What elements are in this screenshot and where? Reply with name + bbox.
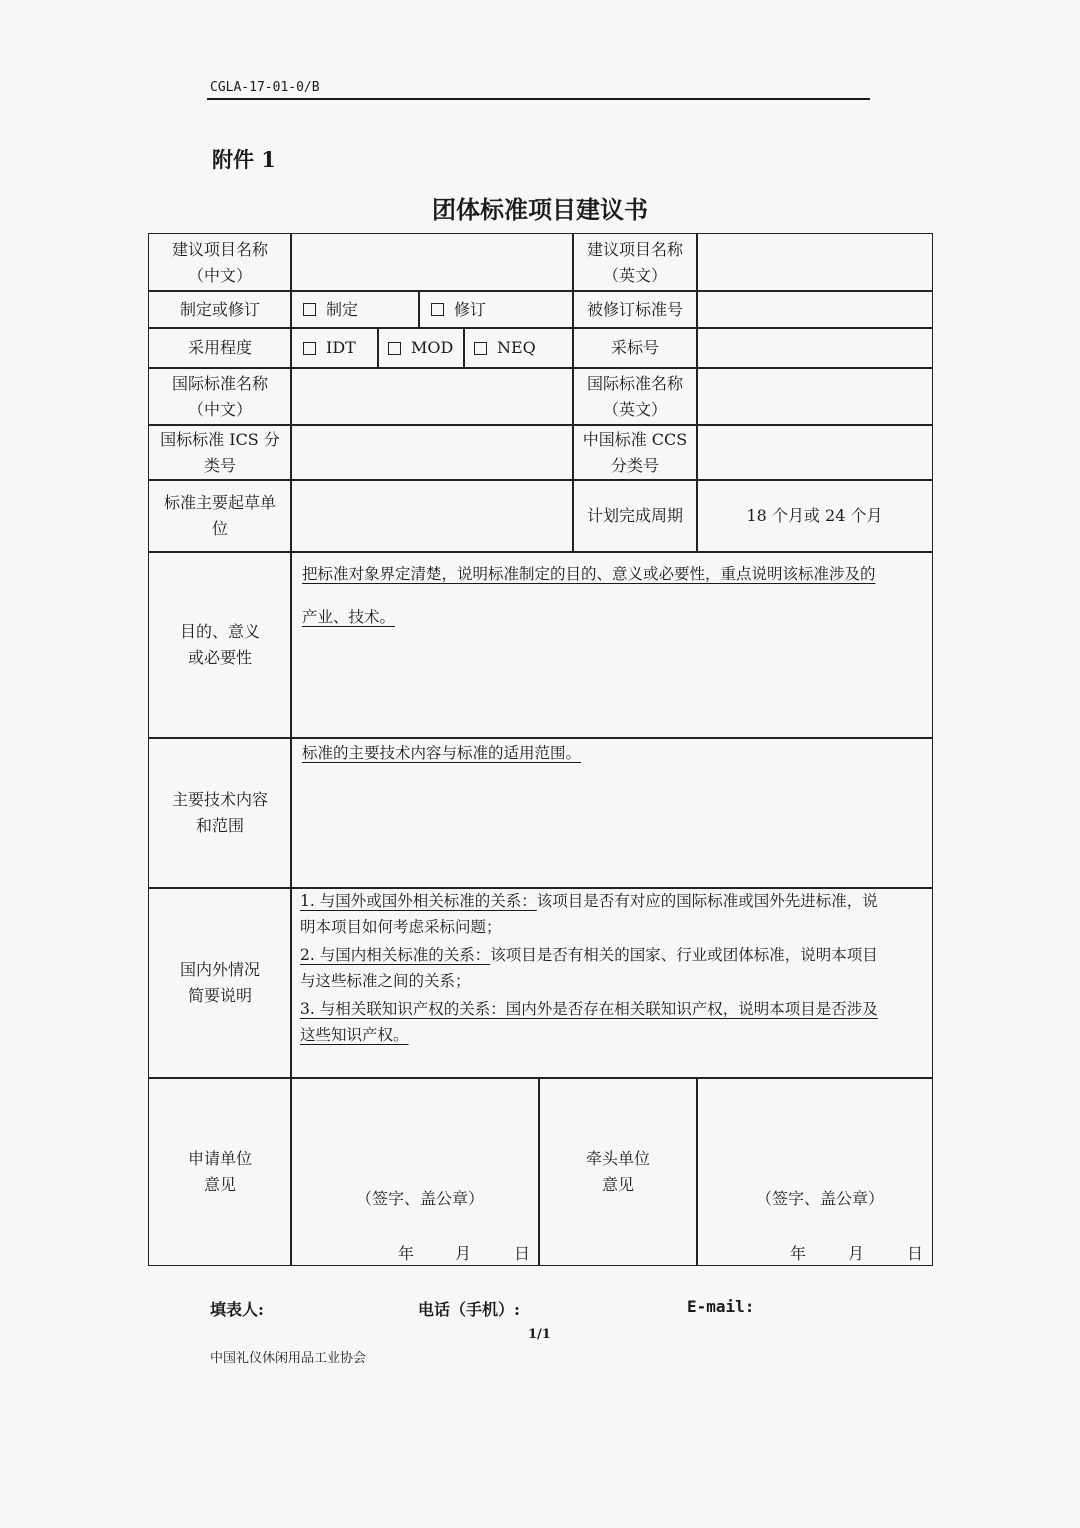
option-label: IDT	[326, 338, 356, 357]
label-text: 国标标准 ICS 分 类号	[160, 429, 280, 475]
tech-instruction: 标准的主要技术内容与标准的适用范围。	[302, 744, 582, 762]
label-text: 建议项目名称 （中文）	[171, 239, 268, 285]
label-intl-name-en	[572, 367, 698, 426]
filler-label: 填表人:	[210, 1300, 264, 1319]
label-text: 采用程度	[187, 338, 252, 357]
option-label: 修订	[454, 299, 487, 319]
field-intl-ics[interactable]	[290, 424, 574, 481]
field-applicant-opinion[interactable]	[290, 1077, 540, 1266]
field-revised-standard-no[interactable]	[696, 290, 933, 329]
lead-sign-stamp: （签字、盖公章）	[756, 1189, 885, 1208]
label-plan-period	[572, 479, 698, 553]
plan-period-value	[696, 479, 933, 553]
label-text: 申请单位 意见	[187, 1148, 252, 1194]
purpose-instruction-cont: 产业、技术。	[302, 608, 396, 626]
label-text: 采标号	[610, 338, 659, 357]
lead-day: 日	[907, 1244, 924, 1263]
situation-item-1-title: 1. 与国外或国外相关标准的关系：	[300, 892, 537, 910]
label-lead-opinion	[538, 1077, 698, 1266]
page-number: 1/1	[528, 1327, 551, 1342]
document-code: CGLA-17-01-0/B	[210, 80, 320, 95]
checkbox-icon[interactable]	[388, 342, 401, 355]
situation-item-2-title: 2. 与国内相关标准的关系：	[300, 946, 491, 964]
situation-line-1	[300, 888, 878, 915]
field-project-name-cn[interactable]	[290, 233, 574, 292]
label-text: 中国标准 CCS 分类号	[582, 429, 688, 475]
field-lead-opinion[interactable]	[696, 1077, 933, 1266]
checkbox-icon[interactable]	[431, 303, 444, 316]
applicant-year: 年	[398, 1244, 415, 1263]
attachment-label: 附件 1	[212, 147, 276, 172]
option-label: 制定	[326, 299, 359, 319]
checkbox-mod[interactable]	[377, 327, 465, 369]
label-revised-standard-no	[572, 290, 698, 329]
situation-line-2: 明本项目如何考虑采标问题；	[300, 918, 502, 936]
situation-line-4: 与这些标准之间的关系；	[300, 972, 471, 990]
checkbox-icon[interactable]	[303, 303, 316, 316]
value-text: 18 个月或 24 个月	[746, 506, 883, 525]
field-project-name-en[interactable]	[696, 233, 933, 292]
form-title: 团体标准项目建议书	[432, 195, 648, 224]
phone-label: 电话（手机）:	[418, 1300, 520, 1319]
checkbox-revise-option[interactable]	[431, 297, 486, 323]
applicant-month: 月	[455, 1244, 472, 1263]
checkbox-icon[interactable]	[474, 342, 487, 355]
label-text: 国际标准名称 （英文）	[586, 373, 683, 419]
label-text: 国内外情况 简要说明	[179, 960, 260, 1005]
label-intl-name-cn	[148, 367, 292, 426]
checkbox-make[interactable]	[290, 290, 420, 329]
label-applicant-opinion	[148, 1077, 292, 1266]
label-drafting-unit	[148, 479, 292, 553]
situation-item-1-text: 该项目是否有对应的国际标准或国外先进标准，说	[536, 892, 878, 910]
situation-line-6: 这些知识产权。	[300, 1026, 409, 1044]
option-label: NEQ	[497, 338, 536, 357]
lead-year: 年	[790, 1244, 807, 1263]
checkbox-revise[interactable]	[418, 290, 574, 329]
organization-name: 中国礼仪休闲用品工业协会	[210, 1351, 367, 1366]
lead-month: 月	[848, 1244, 865, 1263]
label-text: 国际标准名称 （中文）	[171, 373, 268, 419]
label-purpose	[148, 551, 292, 739]
applicant-sign-stamp: （签字、盖公章）	[356, 1189, 485, 1208]
option-label: MOD	[411, 338, 454, 357]
checkbox-idt-option[interactable]	[303, 335, 356, 361]
situation-line-5: 3. 与相关联知识产权的关系：国内外是否存在相关联知识产权，说明本项目是否涉及	[300, 1000, 878, 1018]
label-make-or-revise	[148, 290, 292, 329]
label-cn-ccs	[572, 424, 698, 481]
field-adopt-no[interactable]	[696, 327, 933, 369]
email-label: E-mail:	[687, 1297, 755, 1316]
applicant-day: 日	[514, 1244, 531, 1263]
label-text: 计划完成周期	[586, 506, 683, 525]
label-adoption-degree	[148, 327, 292, 369]
situation-item-2-text: 该项目是否有相关的国家、行业或团体标准，说明本项目	[490, 946, 878, 964]
field-intl-name-en[interactable]	[696, 367, 933, 426]
checkbox-make-option[interactable]	[303, 297, 358, 323]
checkbox-mod-option[interactable]	[388, 335, 453, 361]
purpose-instruction: 把标准对象界定清楚，说明标准制定的目的、意义或必要性，重点说明该标准涉及的	[302, 565, 876, 583]
field-drafting-unit[interactable]	[290, 479, 574, 553]
field-intl-name-cn[interactable]	[290, 367, 574, 426]
label-text: 制定或修订	[179, 299, 260, 319]
label-text: 牵头单位 意见	[585, 1148, 650, 1194]
checkbox-neq[interactable]	[463, 327, 574, 369]
label-text: 标准主要起草单 位	[163, 493, 276, 538]
label-project-name-cn	[148, 233, 292, 292]
field-cn-ccs[interactable]	[696, 424, 933, 481]
header-rule	[207, 98, 870, 100]
label-text: 主要技术内容 和范围	[171, 790, 268, 835]
checkbox-neq-option[interactable]	[474, 335, 536, 361]
label-adopt-no	[572, 327, 698, 369]
label-tech-content	[148, 737, 292, 889]
label-text: 被修订标准号	[586, 299, 683, 319]
label-intl-ics	[148, 424, 292, 481]
label-situation	[148, 887, 292, 1079]
label-text: 目的、意义 或必要性	[179, 622, 260, 667]
checkbox-idt[interactable]	[290, 327, 379, 369]
label-project-name-en	[572, 233, 698, 292]
checkbox-icon[interactable]	[303, 342, 316, 355]
situation-line-3	[300, 942, 878, 969]
label-text: 建议项目名称 （英文）	[586, 239, 683, 285]
